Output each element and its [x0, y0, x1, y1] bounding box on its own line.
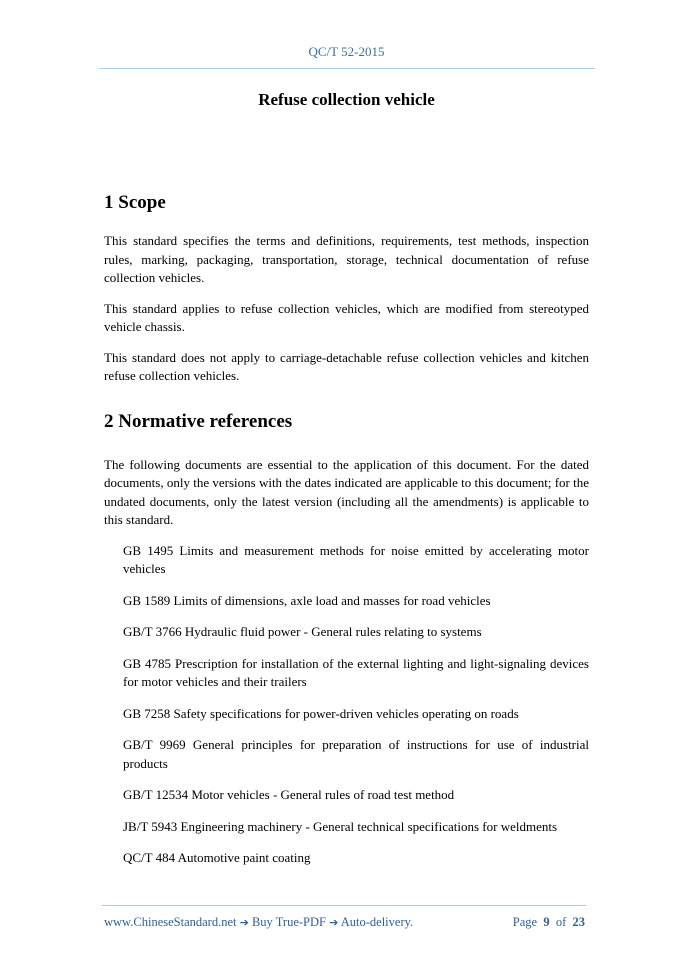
reference-item: GB 1495 Limits and measurement methods for noise emitted by accelerating motor vehicles [123, 542, 589, 576]
scope-paragraph: This standard specifies the terms and definitions, requirements, test methods, inspection rules, marking, packaging, transportation, storage, technical documentation of refuse collection vehicles. [104, 233, 589, 285]
page-total: 23 [572, 915, 585, 929]
reference-item: GB 4785 Prescription for installation of the external lighting and light-signaling devices for motor vehicles and their trailers [123, 655, 589, 689]
scope-paragraph: This standard applies to refuse collection vehicles, which are modified from stereotyped vehicle chassis. [104, 300, 589, 334]
references-intro: The following documents are essential to the application of this document. For the dated documents, only the versions with the dates indicated are applicable to this document; for the undated documents, only the latest version (including all the amendments) is applicable to this standard. [104, 456, 589, 527]
reference-item: JB/T 5943 Engineering machinery - General technical specifications for weldments [123, 818, 558, 834]
reference-item: GB/T 3766 Hydraulic fluid power - General rules relating to systems [123, 624, 482, 639]
document-body [104, 188, 589, 868]
of-label: of [555, 915, 567, 929]
reference-item: GB 1589 Limits of dimensions, axle load and masses for road vehicles [123, 592, 491, 608]
buy-pdf-link[interactable]: Buy True-PDF [251, 915, 326, 929]
standard-code: QC/T 52-2015 [308, 44, 385, 59]
page-number [513, 915, 585, 930]
arrow-right-icon: ➔ [239, 916, 249, 929]
section-heading-scope: 1 Scope [104, 192, 166, 213]
arrow-right-icon: ➔ [329, 916, 339, 929]
site-link[interactable]: www.ChineseStandard.net [104, 915, 237, 929]
header-divider [99, 68, 595, 69]
document-title: Refuse collection vehicle [258, 90, 435, 109]
auto-delivery-text: Auto-delivery. [340, 915, 414, 929]
section-heading-normative-references: 2 Normative references [104, 410, 293, 432]
footer-divider [102, 905, 586, 906]
page-label: Page [512, 915, 538, 929]
reference-item: GB/T 9969 General principles for preparation of instructions for use of industrial products [123, 737, 589, 771]
scope-paragraph: This standard does not apply to carriage-detachable refuse collection vehicles and kitchen refuse collection vehicles. [104, 349, 589, 383]
footer-links [104, 915, 413, 930]
reference-item: GB 7258 Safety specifications for power-driven vehicles operating on roads [123, 705, 519, 721]
page-current: 9 [543, 915, 550, 929]
reference-item: GB/T 12534 Motor vehicles - General rules of road test method [123, 787, 455, 802]
reference-item: QC/T 484 Automotive paint coating [123, 850, 311, 865]
